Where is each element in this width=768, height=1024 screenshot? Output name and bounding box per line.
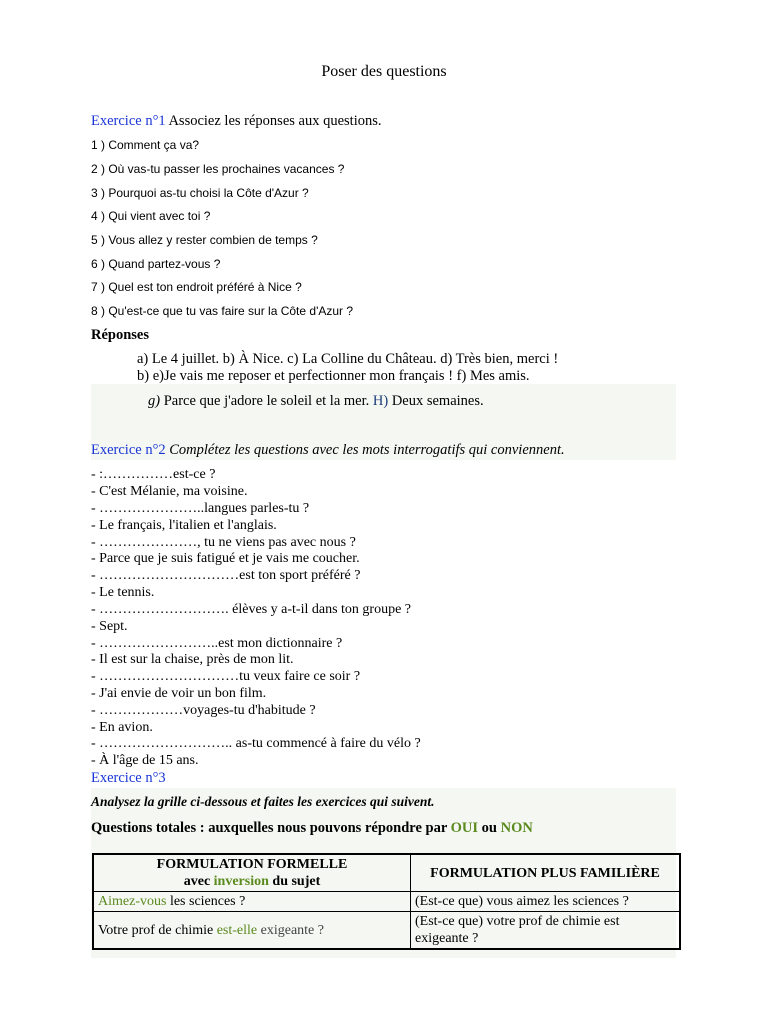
row1-inversion: Aimez-vous — [98, 894, 167, 909]
question-5: 5 ) Vous allez y rester combien de temps ? — [91, 233, 318, 247]
question-4: 4 ) Qui vient avec toi ? — [91, 209, 211, 223]
dialogue-line: - …………………..langues parles-tu ? — [91, 501, 310, 516]
exercise-2-heading — [91, 442, 565, 459]
answers-line-g — [148, 393, 484, 410]
dialogue-line: - Sept. — [91, 619, 128, 634]
dialogue-line: - …………………………tu veux faire ce soir ? — [91, 669, 361, 684]
header-formal-du-sujet: du sujet — [268, 874, 321, 889]
dialogue-line: - J'ai envie de voir un bon film. — [91, 686, 267, 701]
question-6: 6 ) Quand partez-vous ? — [91, 257, 221, 271]
dialogue-line: - …………………………est ton sport préféré ? — [91, 568, 361, 583]
dialogue-line: - Il est sur la chaise, près de mon lit. — [91, 652, 294, 667]
answers-line-b: b) e)Je vais me reposer et perfectionner mon français ! f) Mes amis. — [137, 368, 530, 384]
questions-totales-text: : auxquelles nous pouvons répondre par — [196, 820, 451, 836]
dialogue-line: - Le français, l'italien et l'anglais. — [91, 518, 277, 533]
row2-inversion: est-elle — [216, 922, 258, 938]
row1-formal-rest: les sciences ? — [166, 894, 246, 909]
exercise-2-link[interactable]: Exercice n°2 — [91, 442, 166, 458]
header-formal-avec: avec — [183, 874, 214, 889]
exercise-1-instruction: Associez les réponses aux questions. — [165, 113, 382, 129]
question-8: 8 ) Qu'est-ce que tu vas faire sur la Côte d'Azur ? — [91, 304, 354, 318]
dialogue-line: - …………………, tu ne viens pas avec nous ? — [91, 535, 356, 550]
header-familiar: FORMULATION PLUS FAMILIÈRE — [411, 854, 681, 892]
question-3: 3 ) Pourquoi as-tu choisi la Côte d'Azur ? — [91, 186, 309, 200]
answer-h-text: Deux semaines. — [388, 393, 484, 409]
row2-formal — [93, 912, 411, 950]
answer-g-text: Parce que j'adore le soleil et la mer. — [160, 393, 373, 409]
dialogue-line: - Parce que je suis fatigué et je vais me coucher. — [91, 551, 360, 566]
question-7: 7 ) Quel est ton endroit préféré à Nice ? — [91, 280, 302, 294]
dialogue-line: - :……………est-ce ? — [91, 467, 216, 482]
exercise-3-link-text[interactable]: Exercice n°3 — [91, 770, 166, 786]
non-word: NON — [500, 820, 533, 836]
responses-title: Réponses — [91, 327, 150, 343]
table-row — [93, 892, 680, 912]
formulation-table — [92, 853, 681, 950]
questions-totales-line — [91, 820, 533, 837]
question-1: 1 ) Comment ça va? — [91, 138, 200, 152]
row1-formal — [93, 892, 411, 912]
header-formal — [93, 854, 411, 892]
question-2: 2 ) Où vas-tu passer les prochaines vacances ? — [91, 162, 345, 176]
row2-formal-rest: exigeante ? — [257, 922, 324, 938]
dialogue-line: - ………………voyages-tu d'habitude ? — [91, 703, 316, 718]
table-header-row — [93, 854, 680, 892]
dialogue-line: - C'est Mélanie, ma voisine. — [91, 484, 248, 499]
questions-totales-label: Questions totales — [91, 820, 197, 836]
dialogue-line: - À l'âge de 15 ans. — [91, 753, 199, 768]
dialogue-line: - ……………………….. as-tu commencé à faire du vélo ? — [91, 736, 421, 751]
answer-g-letter: g) — [148, 393, 161, 409]
header-formal-inversion: inversion — [213, 874, 269, 889]
exercise-3-instruction: Analysez la grille ci-dessous et faites les exercices qui suivent. — [91, 794, 435, 809]
row2-formal-pre: Votre prof de chimie — [98, 922, 217, 938]
dialogue-line: - En avion. — [91, 720, 153, 735]
dialogue-line: - ……………………..est mon dictionnaire ? — [91, 636, 343, 651]
dialogue-line: - Le tennis. — [91, 585, 155, 600]
exercise-1-heading — [91, 113, 382, 130]
row1-familiar: (Est-ce que) vous aimez les sciences ? — [411, 892, 681, 912]
page-title: Poser des questions — [321, 63, 447, 80]
exercise-2-instruction: Complétez les questions avec les mots interrogatifs qui conviennent. — [165, 442, 565, 458]
ou-word: ou — [478, 820, 501, 836]
exercise-3-link — [91, 770, 166, 787]
answers-line-a: a) Le 4 juillet. b) À Nice. c) La Colline du Château. d) Très bien, merci ! — [137, 351, 559, 367]
answer-h-letter: H) — [372, 393, 389, 409]
exercise-1-link[interactable]: Exercice n°1 — [91, 113, 166, 129]
row2-familiar: (Est-ce que) votre prof de chimie est exigeante ? — [411, 912, 681, 950]
table-row — [93, 912, 680, 950]
dialogue-line: - ………………………. élèves y a-t-il dans ton groupe ? — [91, 602, 411, 617]
header-formal-line1: FORMULATION FORMELLE — [156, 857, 348, 872]
oui-word: OUI — [450, 820, 479, 836]
